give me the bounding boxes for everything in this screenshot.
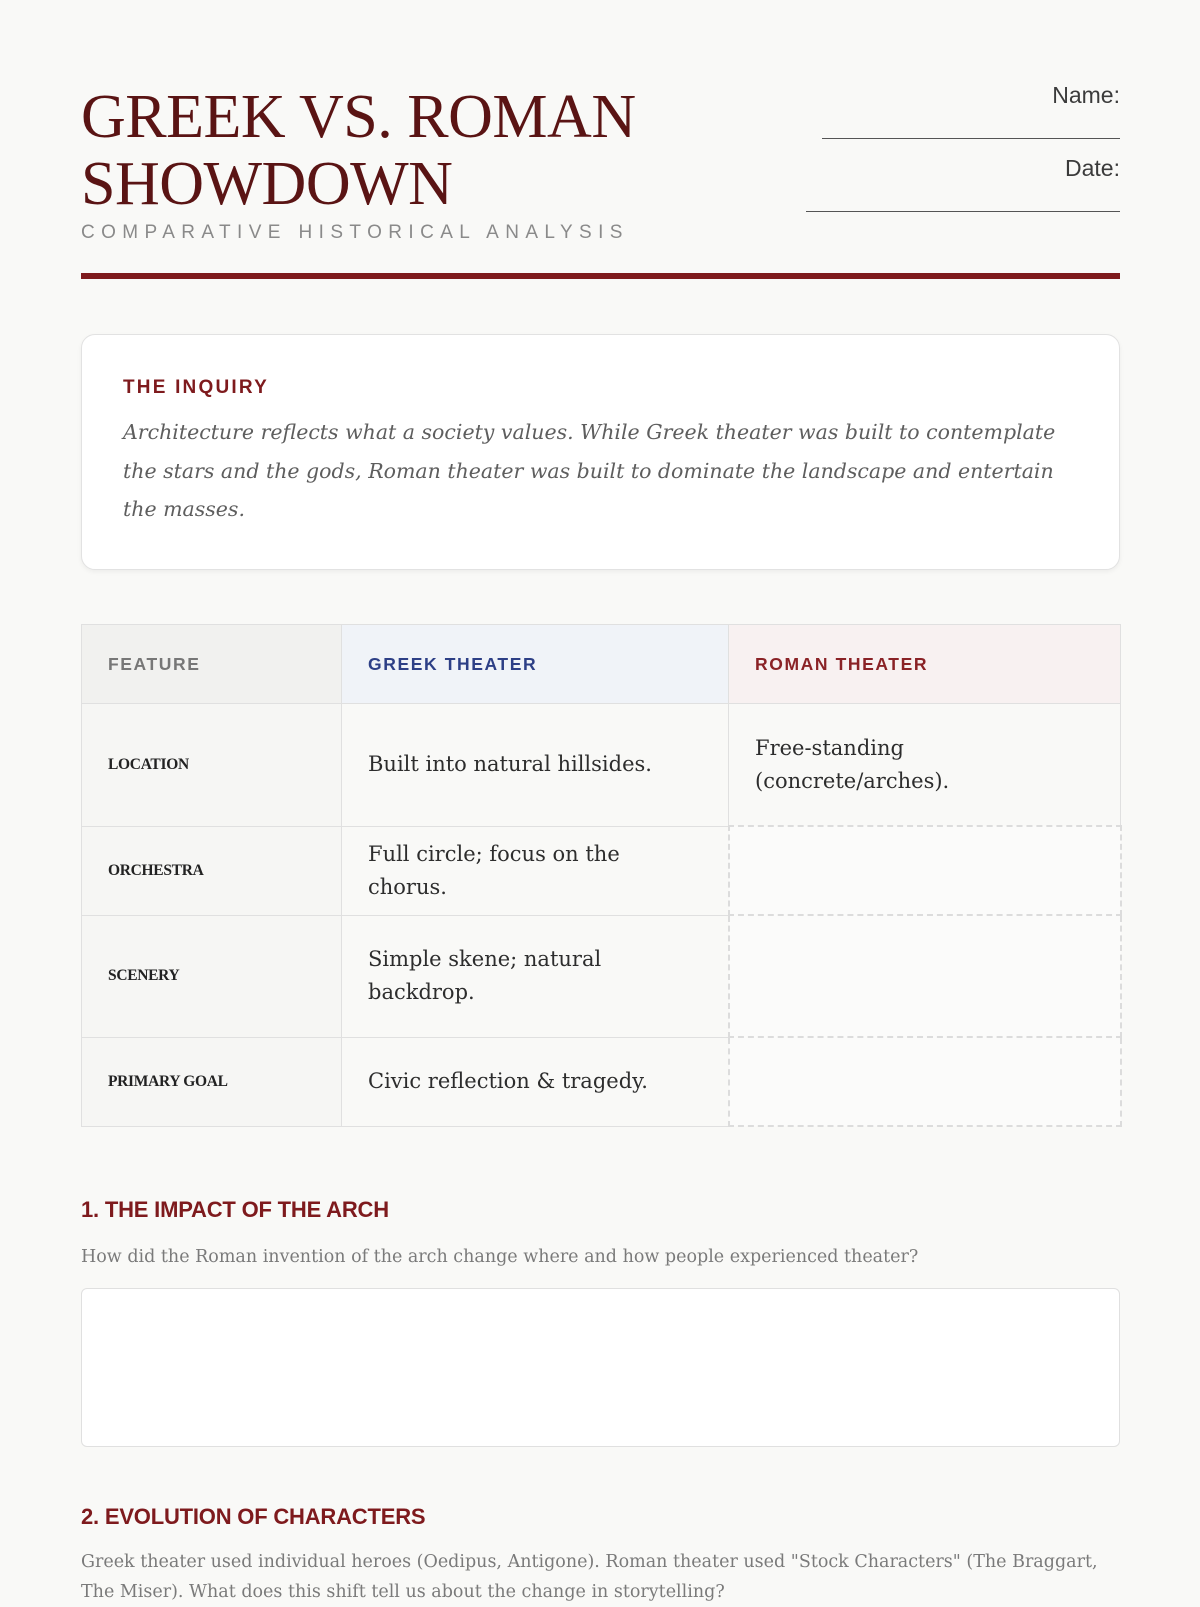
header-divider: [81, 273, 1120, 279]
name-field[interactable]: [822, 138, 1120, 139]
inquiry-text: Architecture reflects what a society values. While Greek theater was built to contemplate the stars and the gods, Roman theater was built to dominate the landscape and entertain the masses.: [123, 420, 1056, 521]
roman-cell: Free-standing (concrete/arches).: [729, 704, 1121, 827]
page-title: [81, 84, 731, 218]
greek-cell: Civic reflection & tragedy.: [342, 1037, 729, 1126]
question-2-title: 2. EVOLUTION OF CHARACTERS: [81, 1504, 426, 1529]
date-label: Date:: [1065, 155, 1120, 181]
question-2-prompt: Greek theater used individual heroes (Oedipus, Antigone). Roman theater used "Stock Characters" (The Braggart, The Miser). What does this shift tell us about the change in storytelling?: [81, 1552, 1098, 1602]
header-roman-theater: ROMAN THEATER: [729, 625, 1121, 704]
header-greek-theater: GREEK THEATER: [342, 625, 729, 704]
title-line-1: GREEK VS. ROMAN: [81, 83, 636, 151]
table-row: [82, 704, 1121, 827]
feature-cell: LOCATION: [82, 704, 342, 827]
inquiry-card: [81, 334, 1120, 570]
page-subtitle: COMPARATIVE HISTORICAL ANALYSIS: [81, 222, 629, 243]
table-row: [82, 826, 1121, 915]
feature-cell: SCENERY: [82, 915, 342, 1037]
greek-cell: Built into natural hillsides.: [342, 704, 729, 827]
roman-answer-cell[interactable]: [729, 826, 1121, 915]
comparison-table: [81, 624, 1122, 1127]
greek-cell: Full circle; focus on the chorus.: [342, 826, 729, 915]
header-feature: FEATURE: [82, 625, 342, 704]
roman-answer-cell[interactable]: [729, 915, 1121, 1037]
table-row: [82, 915, 1121, 1037]
question-1-prompt: How did the Roman invention of the arch change where and how people experienced theater?: [81, 1247, 919, 1267]
question-1-answer-box[interactable]: [81, 1288, 1120, 1447]
name-label: Name:: [1052, 82, 1120, 108]
table-header-row: [82, 625, 1121, 704]
question-1-title: 1. THE IMPACT OF THE ARCH: [81, 1197, 389, 1222]
feature-cell: PRIMARY GOAL: [82, 1037, 342, 1126]
feature-cell: ORCHESTRA: [82, 826, 342, 915]
greek-cell: Simple skene; natural backdrop.: [342, 915, 729, 1037]
inquiry-label: THE INQUIRY: [123, 377, 269, 398]
table-row: [82, 1037, 1121, 1126]
date-field[interactable]: [806, 211, 1120, 212]
title-line-2: SHOWDOWN: [81, 150, 453, 218]
roman-answer-cell[interactable]: [729, 1037, 1121, 1126]
